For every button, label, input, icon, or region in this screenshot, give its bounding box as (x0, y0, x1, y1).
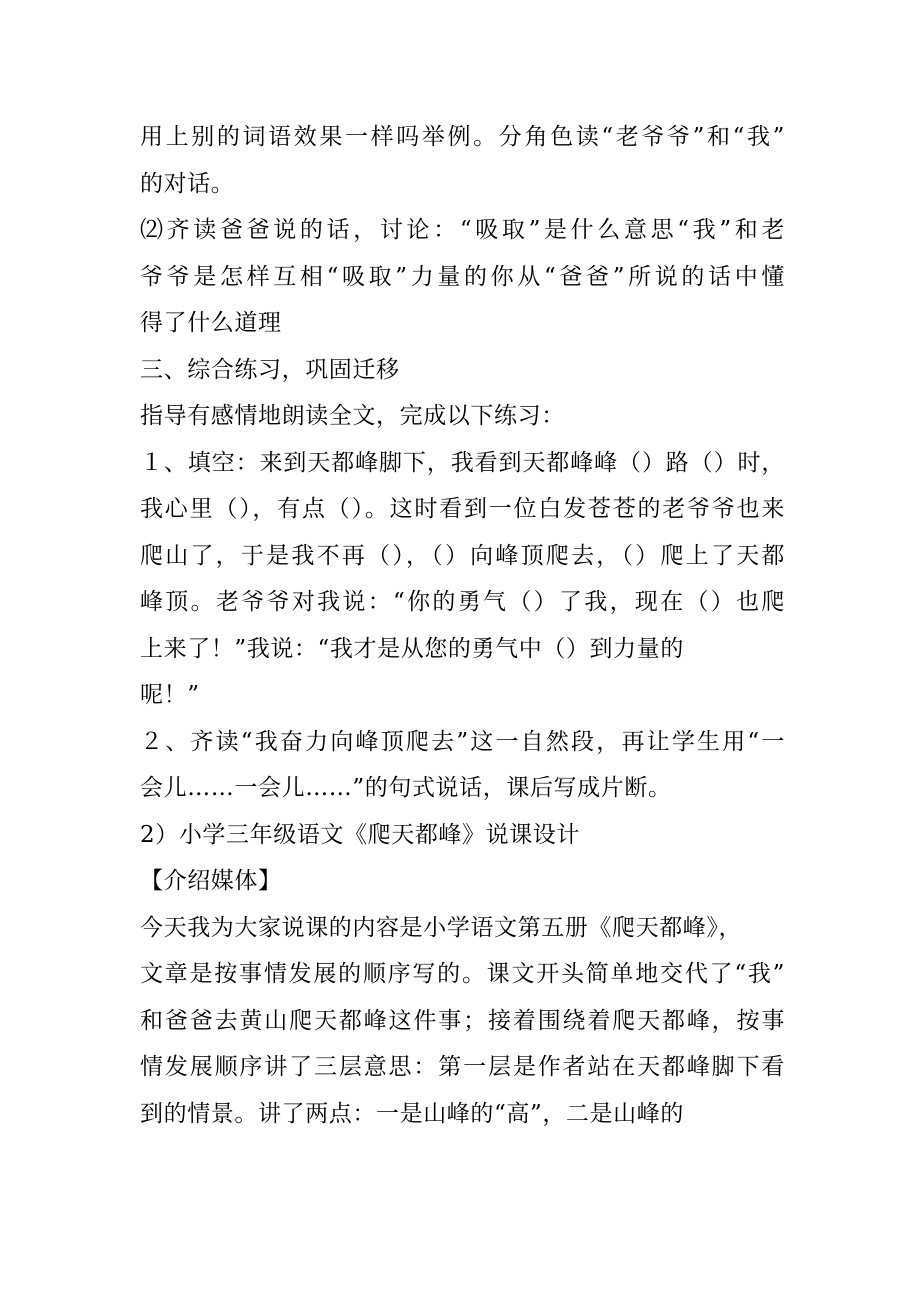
text-line: 用上别的词语效果一样吗举例。分角色读“老爷爷”和“我” (140, 124, 785, 150)
exercise-line: 上来了！”我说：“我才是从您的勇气中（）到力量的 (140, 635, 684, 662)
exercise-line: 呢！” (140, 682, 200, 708)
exercise-line: 峰顶。老爷爷对我说：“你的勇气（）了我，现在（）也爬 (140, 589, 785, 615)
text-line: ⑵齐读爸爸说的话，讨论：“吸取”是什么意思“我”和老 (140, 217, 785, 243)
document-page (140, 114, 785, 1137)
exercise-line: 爬山了，于是我不再（），（）向峰顶爬去，（）爬上了天都 (140, 542, 785, 569)
text-line: 得了什么道理 (140, 310, 282, 336)
text-line: 今天我为大家说课的内容是小学语文第五册《爬天都峰》， (140, 914, 743, 941)
text-line: 到的情景。讲了两点：一是山峰的“高”，二是山峰的 (140, 1100, 684, 1127)
section-heading: 三、综合练习，巩固迁移 (140, 356, 400, 383)
exercise-line: ２、齐读“我奋力向峰顶爬去”这一自然段，再让学生用“一 (140, 728, 785, 755)
text-line: 文章是按事情发展的顺序写的。课文开头简单地交代了“我” (140, 961, 785, 987)
text-line: 的对话。 (140, 170, 235, 197)
text-line: 和爸爸去黄山爬天都峰这件事；接着围绕着爬天都峰，按事 (140, 1007, 785, 1034)
exercise-line: 我心里（），有点（）。这时看到一位白发苍苍的老爷爷也来 (140, 496, 785, 522)
text-line: 情发展顺序讲了三层意思：第一层是作者站在天都峰脚下看 (140, 1054, 785, 1080)
exercise-line: 会儿……一会儿……”的句式说话，课后写成片断。 (140, 775, 672, 801)
text-line: 爷爷是怎样互相“吸取”力量的你从“爸爸”所说的话中懂 (140, 263, 785, 290)
subsection-heading: 【介绍媒体】 (140, 868, 282, 894)
section-title: 2）小学三年级语文《爬天都峰》说课设计 (140, 821, 581, 848)
exercise-line: １、填空：来到天都峰脚下，我看到天都峰峰（）路（）时， (140, 449, 785, 476)
text-line: 指导有感情地朗读全文，完成以下练习： (140, 403, 565, 429)
